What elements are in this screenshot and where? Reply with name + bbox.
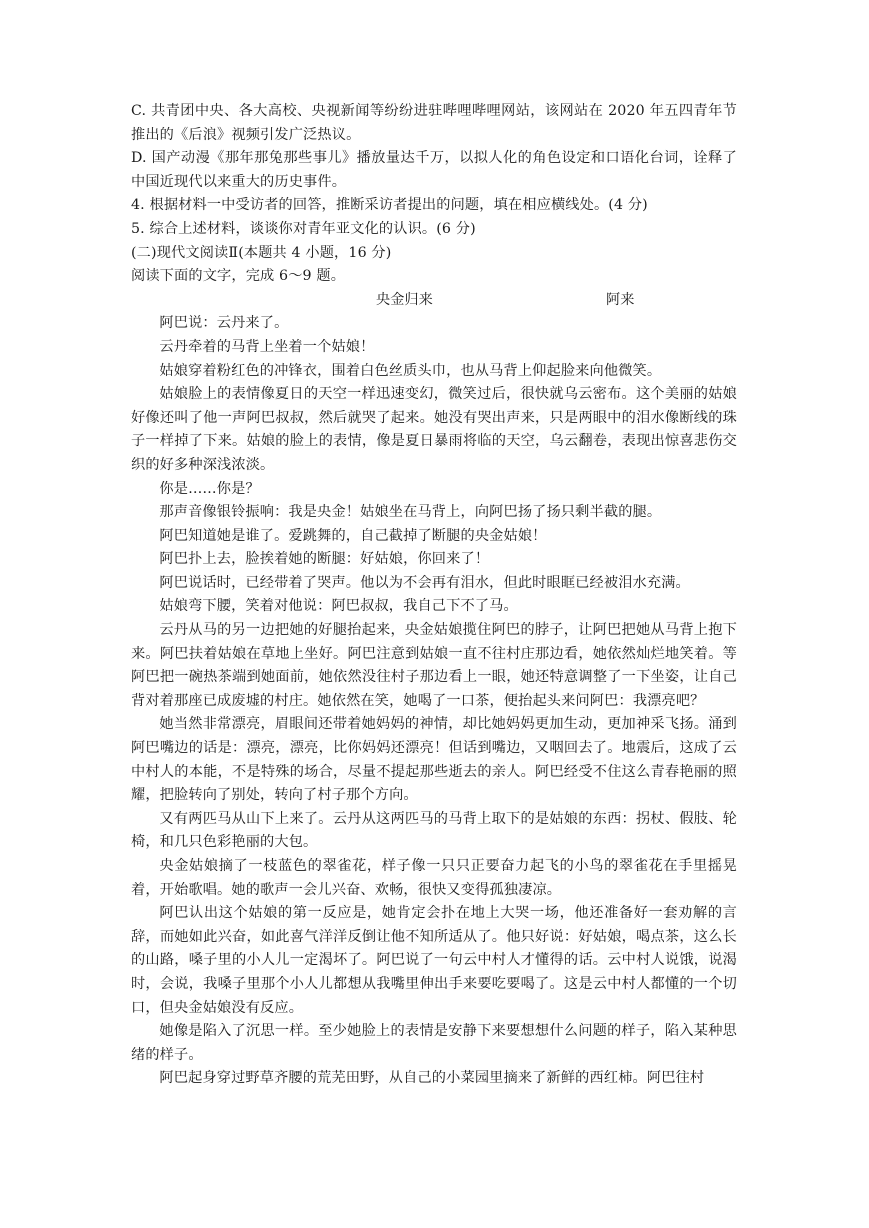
story-paragraph: 云丹牵着的马背上坐着一个姑娘！: [159, 338, 375, 355]
story-title-row: [131, 289, 737, 313]
story-paragraph: 阿巴说话时，已经带着了哭声。他以为不会再有泪水，但此时眼眶已经被泪水充满。: [159, 574, 690, 591]
section-heading: (二)现代文阅读Ⅱ(本题共 4 小题，16 分): [131, 244, 392, 261]
story-title: 央金归来: [376, 291, 433, 308]
reading-instruction: 阅读下面的文字，完成 6～9 题。: [131, 268, 346, 285]
story-paragraph: 阿巴认出这个姑娘的第一反应是，她肯定会扑在地上大哭一场，他还准备好一套劝解的言辞，而她如此兴奋，如此喜气洋洋反倒让他不知所适从了。他只好说：好姑娘，喝点茶，这么长的山路，嗓子里的小人儿一定渴坏了。阿巴说了一句云中村人才懂得的话。云中村人说饿，说渴时，会说，我嗓子里那个小人儿都想从我嘴里伸出手来要吃要喝了。这是云中村人都懂的一个切口，但央金姑娘没有反应。: [131, 905, 737, 1016]
story-author: 阿来: [606, 291, 635, 308]
story-paragraph: 你是……你是？: [159, 480, 260, 497]
question-4: 4. 根据材料一中受访者的回答，推断采访者提出的问题，填在相应横线处。(4 分): [131, 197, 648, 214]
option-c: C. 共青团中央、各大高校、央视新闻等纷纷进驻哔哩哔哩网站，该网站在 2020 年五四青年节推出的《后浪》视频引发广泛热议。: [131, 103, 737, 143]
story-paragraph: 阿巴知道她是谁了。爱跳舞的，自己截掉了断腿的央金姑娘！: [159, 527, 547, 544]
document-page: [131, 100, 737, 1091]
story-paragraph: 又有两匹马从山下上来了。云丹从这两匹马的马背上取下的是姑娘的东西：拐杖、假肢、轮椅，和几只色彩艳丽的大包。: [131, 810, 737, 851]
story-paragraph: 阿巴起身穿过野草齐腰的荒芜田野，从自己的小菜园里摘来了新鲜的西红柿。阿巴往村: [159, 1070, 705, 1087]
story-paragraph: 阿巴说：云丹来了。: [159, 315, 289, 332]
question-5: 5. 综合上述材料，谈谈你对青年亚文化的认识。(6 分): [131, 220, 476, 237]
story-paragraph: 她当然非常漂亮，眉眼间还带着她妈妈的神情，却比她妈妈更加生动，更加神采飞扬。涌到阿巴嘴边的话是：漂亮，漂亮，比你妈妈还漂亮！但话到嘴边，又咽回去了。地震后，这成了云中村人的本能，不是特殊的场合，尽量不提起那些逝去的亲人。阿巴经受不住这么青春艳丽的照耀，把脸转向了别处，转向了村子那个方向。: [131, 716, 737, 804]
story-paragraph: 她像是陷入了沉思一样。至少她脸上的表情是安静下来要想想什么问题的样子，陷入某种思绪的样子。: [131, 1023, 737, 1063]
story-paragraph: 央金姑娘摘了一枝蓝色的翠雀花，样子像一只只正要奋力起飞的小鸟的翠雀花在手里摇晃着，开始歌唱。她的歌声一会儿兴奋、欢畅，很快又变得孤独凄凉。: [131, 858, 737, 898]
story-paragraph: 姑娘弯下腰，笑着对他说：阿巴叔叔，我自己下不了马。: [159, 598, 518, 615]
story-paragraph: 姑娘穿着粉红色的冲锋衣，围着白色丝质头巾，也从马背上仰起脸来向他微笑。: [159, 362, 662, 379]
option-d: D. 国产动漫《那年那兔那些事儿》播放量达千万，以拟人化的角色设定和口语化台词，诠释了中国近现代以来重大的历史事件。: [131, 150, 737, 190]
story-paragraph: 阿巴扑上去，脸挨着她的断腿：好姑娘，你回来了！: [159, 551, 490, 568]
story-paragraph: 那声音像银铃振响：我是央金！姑娘坐在马背上，向阿巴扬了扬只剩半截的腿。: [159, 504, 662, 521]
story-paragraph: 云丹从马的另一边把她的好腿抬起来，央金姑娘揽住阿巴的脖子，让阿巴把她从马背上抱下来。阿巴扶着姑娘在草地上坐好。阿巴注意到姑娘一直不往村庄那边看，她依然灿烂地笑着。等阿巴把一碗热茶端到她面前，她依然没往村子那边看上一眼，她还特意调整了一下坐姿，让自己背对着那座已成废墟的村庄。她依然在笑，她喝了一口茶，便抬起头来问阿巴：我漂亮吧？: [131, 622, 737, 709]
story-paragraph: 姑娘脸上的表情像夏日的天空一样迅速变幻，微笑过后，很快就乌云密布。这个美丽的姑娘好像还叫了他一声阿巴叔叔，然后就哭了起来。她没有哭出声来，只是两眼中的泪水像断线的珠子一样掉了下来。姑娘的脸上的表情，像是夏日暴雨将临的天空，乌云翻卷，表现出惊喜悲伤交织的好多种深浅浓淡。: [131, 386, 737, 473]
